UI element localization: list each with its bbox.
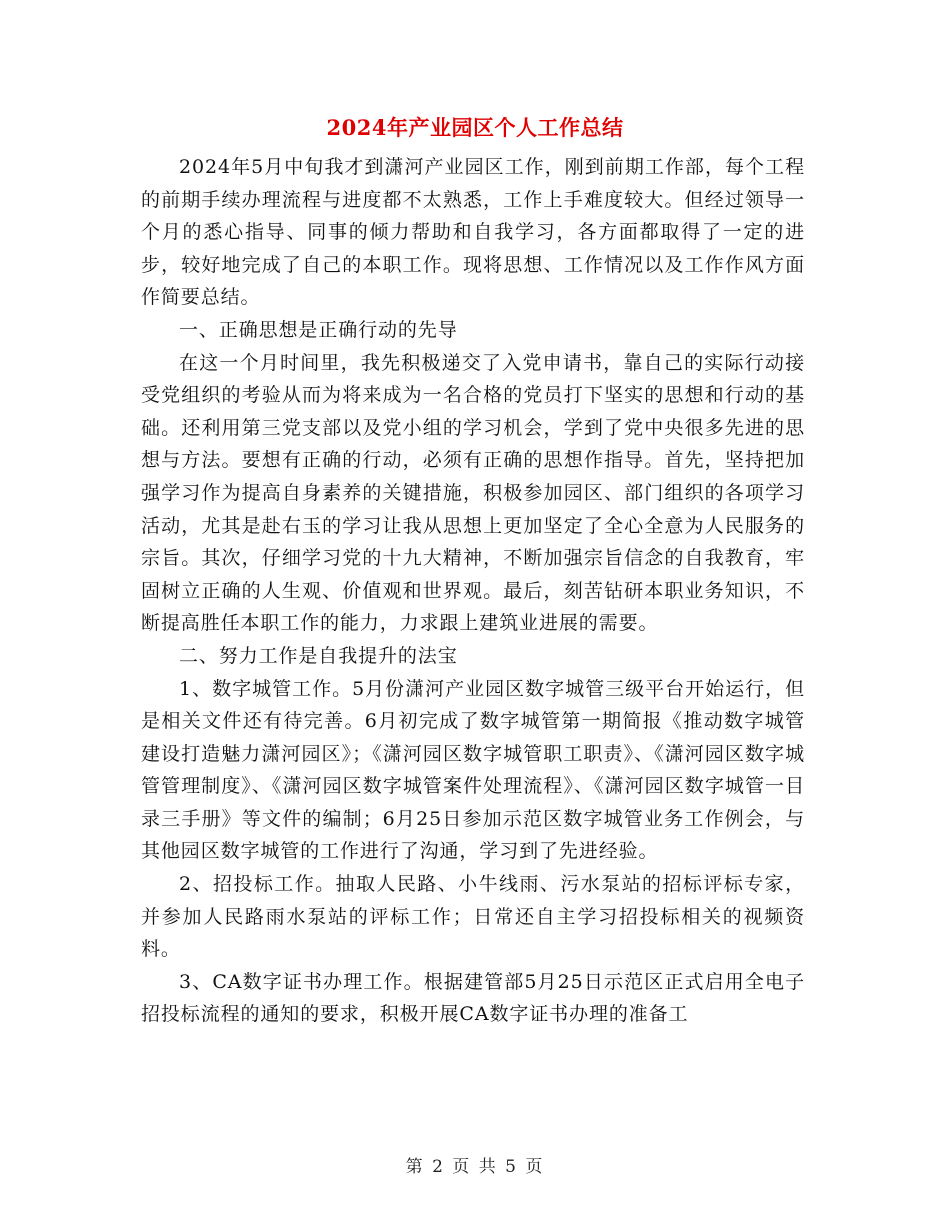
intro-paragraph: 2024年5月中旬我才到潇河产业园区工作，刚到前期工作部，每个工程的前期手续办理流程与进度都不太熟悉，工作上手难度较大。但经过领导一个月的悉心指导、同事的倾力帮助和自我学习，各方面都取得了一定的进步，较好地完成了自己的本职工作。现将思想、工作情况以及工作作风方面作简要总结。	[141, 156, 805, 309]
item-2-paragraph: 2、招投标工作。抽取人民路、小牛线雨、污水泵站的招标评标专家，并参加人民路雨水泵站的评标工作；日常还自主学习招投标相关的视频资料。	[141, 873, 805, 961]
section-heading-1: 一、正确思想是正确行动的先导	[179, 318, 458, 341]
section-heading-2: 二、努力工作是自我提升的法宝	[179, 644, 458, 667]
section-1-paragraph: 在这一个月时间里，我先积极递交了入党申请书，靠自己的实际行动接受党组织的考验从而为将来成为一名合格的党员打下坚实的思想和行动的基础。还利用第三党支部以及党小组的学习机会，学到了党中央很多先进的思想与方法。要想有正确的行动，必须有正确的思想作指导。首先，坚持把加强学习作为提高自身素养的关键措施，积极参加园区、部门组织的各项学习活动，尤其是赴右玉的学习让我从思想上更加坚定了全心全意为人民服务的宗旨。其次，仔细学习党的十九大精神，不断加强宗旨信念的自我教育，牢固树立正确的人生观、价值观和世界观。最后，刻苦钻研本职业务知识，不断提高胜任本职工作的能力，力求跟上建筑业进展的需要。	[141, 351, 805, 635]
document-body	[141, 151, 805, 1031]
page-footer: 第 2 页 共 5 页	[405, 1157, 545, 1177]
item-3-paragraph: 3、CA数字证书办理工作。根据建管部5月25日示范区正式启用全电子招投标流程的通知的要求，积极开展CA数字证书办理的准备工	[141, 970, 805, 1026]
document-title: 2024年产业园区个人工作总结	[326, 115, 624, 140]
item-1-paragraph: 1、数字城管工作。5月份潇河产业园区数字城管三级平台开始运行，但是相关文件还有待完善。6月初完成了数字城管第一期简报《推动数字城管建设打造魅力潇河园区》；《潇河园区数字城管职工职责》、《潇河园区数字城管管理制度》、《潇河园区数字城管案件处理流程》、《潇河园区数字城管一目录三手册》等文件的编制；6月25日参加示范区数字城管业务工作例会，与其他园区数字城管的工作进行了沟通，学习到了先进经验。	[141, 677, 805, 863]
